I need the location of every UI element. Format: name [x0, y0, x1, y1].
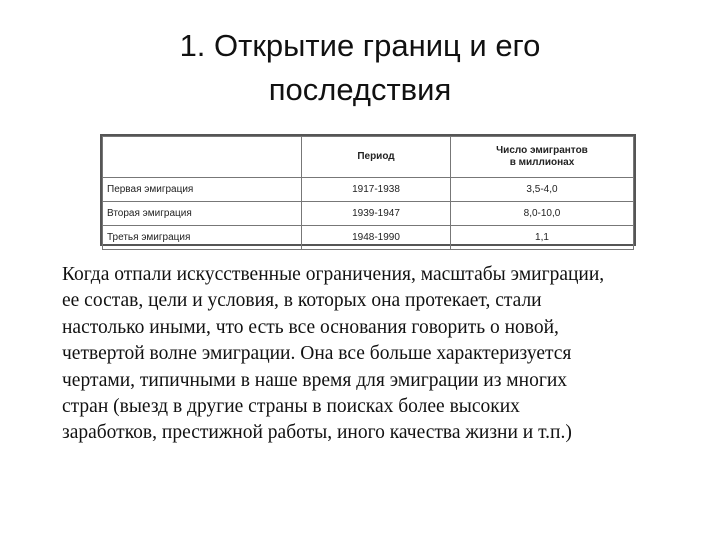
cell-count: 8,0-10,0 [451, 202, 634, 226]
cell-count: 3,5-4,0 [451, 178, 634, 202]
body-line: настолько иными, что есть все основания говорить о новой, [62, 316, 559, 338]
page-title [60, 24, 660, 112]
emigration-table [100, 134, 636, 246]
cell-wave-name: Третья эмиграция [103, 226, 302, 250]
cell-count: 1,1 [451, 226, 634, 250]
table-row [103, 226, 634, 250]
body-paragraph [62, 262, 692, 447]
body-line: стран (выезд в другие страны в поисках более высоких [62, 396, 520, 418]
table [102, 136, 634, 250]
table-header-row [103, 137, 634, 178]
cell-wave-name: Первая эмиграция [103, 178, 302, 202]
body-line: заработков, престижной работы, иного качества жизни и т.п.) [62, 422, 572, 444]
body-line: чертами, типичными в наше время для эмиграции из многих [62, 369, 568, 391]
body-line: Когда отпали искусственные ограничения, масштабы эмиграции, [62, 264, 605, 285]
cell-period: 1917-1938 [302, 178, 451, 202]
title-line-1: 1. Открытие границ и его [179, 28, 541, 63]
column-header-wave [103, 137, 302, 178]
title-line-2: последствия [268, 72, 452, 107]
column-header-count: Число эмигрантов в миллионах [451, 137, 634, 178]
table-row [103, 202, 634, 226]
cell-wave-name: Вторая эмиграция [103, 202, 302, 226]
cell-period: 1948-1990 [302, 226, 451, 250]
body-line: ее состав, цели и условия, в которых она протекает, стали [62, 290, 542, 312]
column-header-period: Период [302, 137, 451, 178]
table-row [103, 178, 634, 202]
cell-period: 1939-1947 [302, 202, 451, 226]
body-line: четвертой волне эмиграции. Она все больше характеризуется [62, 343, 572, 365]
